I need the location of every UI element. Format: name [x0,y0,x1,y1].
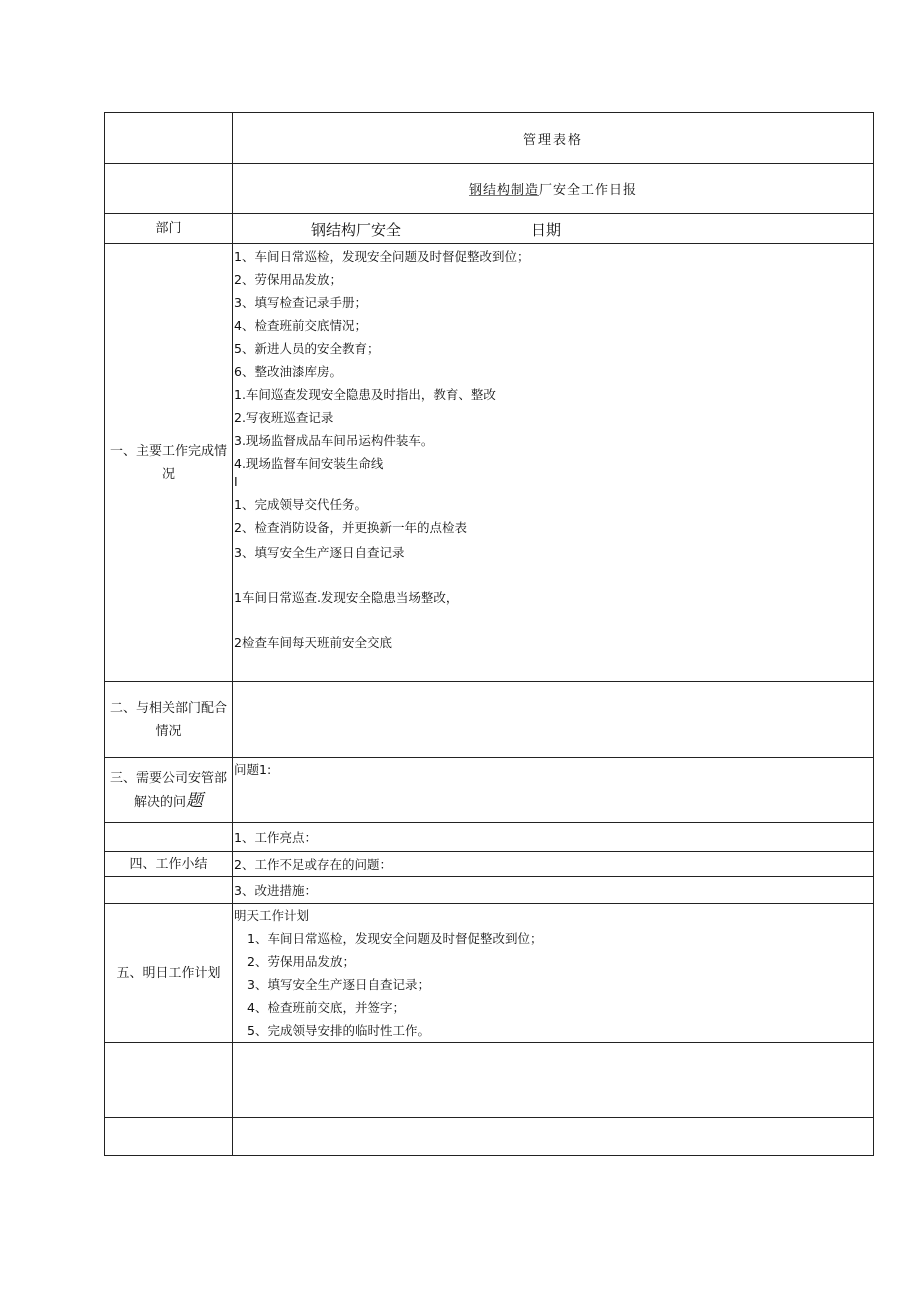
subtitle-row [105,164,874,214]
summary-item [233,852,874,877]
blank-cell [105,1118,233,1156]
header-row [105,214,874,244]
summary-shortcomings: 2、工作不足或存在的问题： [234,856,392,872]
dept-label: 部门 [105,214,233,244]
list-item: 4、检查班前交底情况； [234,318,367,333]
list-item: 2、劳保用品发放； [234,272,342,287]
section2-row [105,682,874,758]
plan-item: 4、检查班前交底，并签字； [247,1000,405,1015]
section1-label: 一、主要工作完成情况 [105,244,233,682]
section4-row-2 [105,852,874,877]
report-title-part2: 厂安全工作日报 [539,183,638,198]
title-left-cell [105,113,233,164]
list-item: 1、车间日常巡检，发现安全问题及时督促整改到位； [234,249,530,264]
list-item: 1.车间巡查发现安全隐患及时指出，教育、整改 [234,387,496,402]
safety-report-table [104,112,874,1156]
section2-label: 二、与相关部门配合情况 [105,682,233,758]
date-label: 日期 [531,221,562,239]
list-item: 4.现场监督车间安装生命线 [234,456,384,471]
list-item: 2.写夜班巡查记录 [234,410,334,425]
section3-label [105,758,233,823]
section1-row [105,244,874,682]
list-item-blank [233,566,873,586]
summary-improvements: 3、改进措施： [234,882,317,898]
plan-item: 5、完成领导安排的临时性工作。 [247,1023,430,1038]
section5-content [233,904,874,1043]
header-right-cell [233,214,874,244]
list-item: 2检查车间每天班前安全交底 [234,635,392,650]
summary-highlights: 1、工作亮点： [234,829,317,845]
list-item: 5、新进人员的安全教育； [234,341,380,356]
section4-left-3 [105,877,233,904]
report-title [233,164,874,214]
subtitle-left-cell [105,164,233,214]
blank-cell [233,1043,874,1118]
plan-item: 1、车间日常巡检，发现安全问题及时督促整改到位； [247,931,543,946]
section3-row [105,758,874,823]
list-item: 3、填写安全生产逐日自查记录 [234,545,405,560]
title-row [105,113,874,164]
section5-row [105,904,874,1043]
list-item: 6、整改油漆库房。 [234,364,342,379]
summary-item [233,823,874,852]
list-item: 1、完成领导交代任务。 [234,497,367,512]
section4-row-1 [105,823,874,852]
section3-label-text: 三、需要公司安管部解决的问 [109,770,227,810]
report-title-part1: 钢结构制造 [468,183,539,198]
section4-label: 四、工作小结 [105,852,233,877]
section3-label-end: 题 [186,790,203,811]
blank-row-2 [105,1118,874,1156]
section4-left-1 [105,823,233,852]
dept-value: 钢结构厂安全 [311,221,402,239]
problem-1: 问题1: [234,762,272,777]
list-item: 3、填写检查记录手册； [234,295,367,310]
plan-heading: 明天工作计划 [234,908,310,923]
list-item: 2、检查消防设备，并更换新一年的点检表 [234,520,467,535]
summary-item [233,877,874,904]
section3-content [233,758,874,823]
list-item: 1车间日常巡查.发现安全隐患当场整改， [234,590,459,605]
blank-cell [233,1118,874,1156]
plan-item: 2、劳保用品发放； [247,954,355,969]
plan-item: 3、填写安全生产逐日自查记录； [247,977,430,992]
blank-row-1 [105,1043,874,1118]
section4-row-3 [105,877,874,904]
list-item: I [234,474,238,489]
section2-content [233,682,874,758]
section5-label: 五、明日工作计划 [105,904,233,1043]
section1-content [233,244,874,682]
form-title: 管理表格 [233,113,874,164]
blank-cell [105,1043,233,1118]
list-item: 3.现场监督成品车间吊运构件装车。 [234,433,434,448]
list-item-blank [233,609,873,631]
